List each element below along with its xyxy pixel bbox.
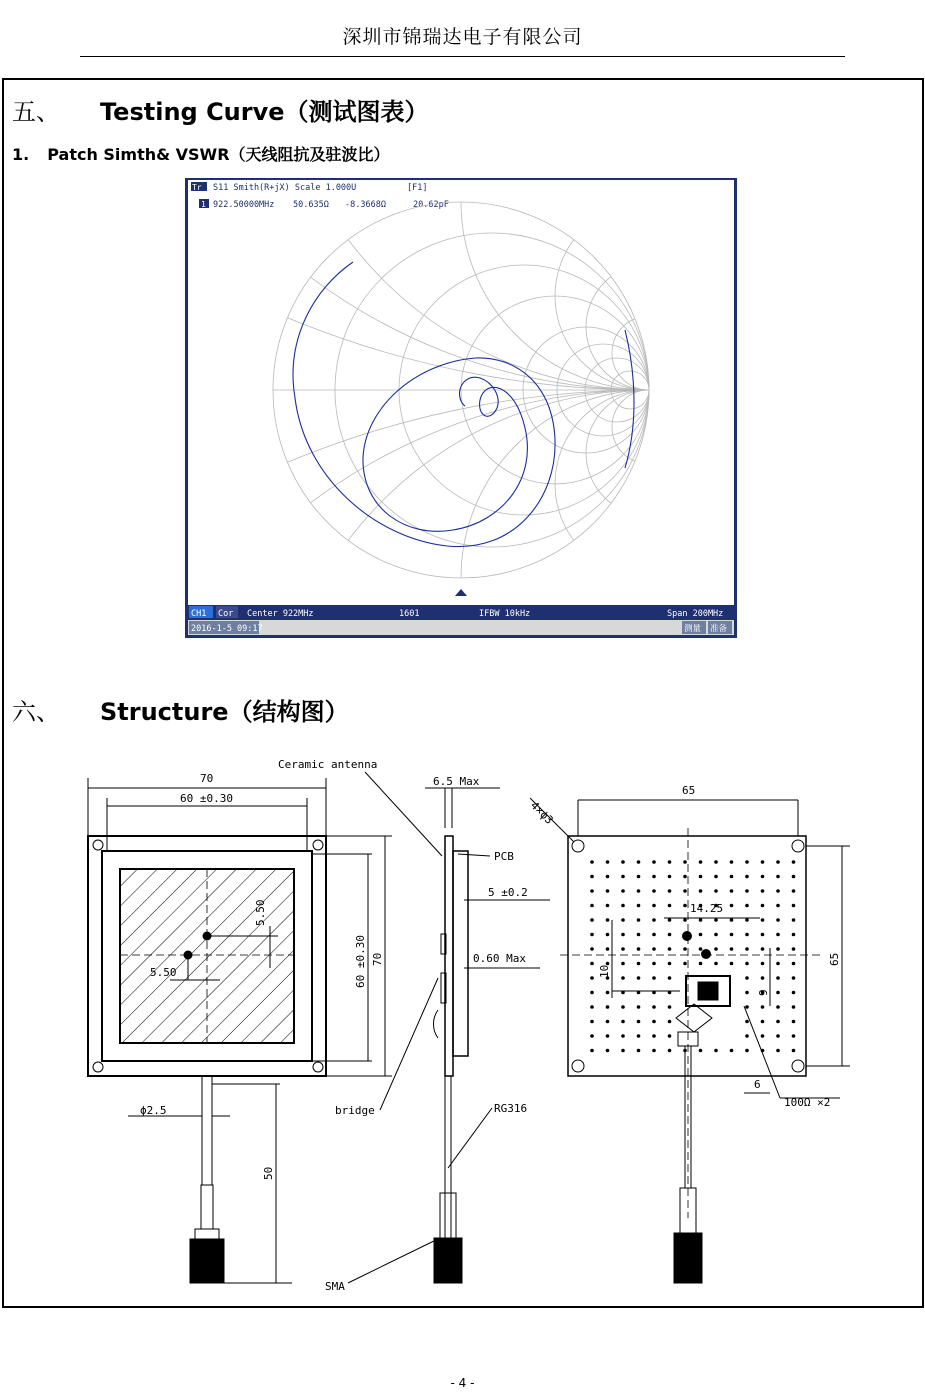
via-dot — [668, 889, 672, 893]
via-dot — [792, 1034, 796, 1038]
via-dot — [699, 889, 703, 893]
label-pcb: PCB — [494, 850, 514, 863]
via-dot — [621, 1034, 625, 1038]
via-dot — [776, 1005, 780, 1009]
via-dot — [652, 1020, 656, 1024]
standby-button: 准备 — [710, 624, 728, 634]
via-dot — [683, 918, 687, 922]
via-dot — [792, 991, 796, 995]
header-rule — [80, 56, 845, 57]
via-dot — [668, 947, 672, 951]
sub1-number: 1. — [12, 145, 30, 164]
via-dot — [621, 947, 625, 951]
dim-65-top: 65 — [682, 784, 696, 797]
dim-10: 10 — [598, 964, 611, 978]
via-dot — [699, 918, 703, 922]
dim-thickness-max: 6.5 Max — [433, 775, 480, 788]
via-dot — [637, 933, 641, 937]
via-dot — [745, 1049, 749, 1053]
via-dot — [776, 904, 780, 908]
via-dot — [652, 962, 656, 966]
via-dot — [621, 976, 625, 980]
via-dot — [699, 860, 703, 864]
via-dot — [590, 875, 594, 879]
structure-drawing — [80, 748, 860, 1300]
label-bridge: bridge — [335, 1104, 375, 1117]
via-dot — [683, 947, 687, 951]
via-dot — [652, 860, 656, 864]
section6-heading — [12, 692, 349, 727]
via-dot — [714, 947, 718, 951]
via-dot — [761, 1005, 765, 1009]
via-dot — [745, 933, 749, 937]
via-dot — [606, 918, 610, 922]
section5-number: 五、 — [12, 98, 60, 126]
label-sma: SMA — [325, 1280, 345, 1293]
via-dot — [776, 962, 780, 966]
via-dot — [652, 889, 656, 893]
via-dot — [652, 1034, 656, 1038]
via-dot — [637, 976, 641, 980]
marker-frequency: 922.50000MHz — [213, 200, 275, 210]
label-rg316: RG316 — [494, 1102, 528, 1115]
marker-number: 1 — [201, 200, 206, 209]
via-dot — [730, 904, 734, 908]
via-dot — [606, 947, 610, 951]
via-dot — [683, 904, 687, 908]
via-dot — [652, 991, 656, 995]
via-dot — [606, 875, 610, 879]
via-dot — [606, 1020, 610, 1024]
ifbw: IFBW 10kHz — [479, 609, 531, 619]
via-dot — [745, 976, 749, 980]
via-dot — [652, 1005, 656, 1009]
via-dot — [668, 918, 672, 922]
page-number: - 4 - — [450, 1376, 475, 1390]
via-dot — [730, 875, 734, 879]
via-dot — [652, 976, 656, 980]
via-dot — [621, 1005, 625, 1009]
via-dot — [792, 1020, 796, 1024]
via-dot — [761, 933, 765, 937]
via-dot — [683, 889, 687, 893]
via-dot — [621, 991, 625, 995]
sub1-heading — [12, 142, 390, 165]
via-dot — [761, 947, 765, 951]
channel-label: CH1 — [191, 609, 207, 619]
via-dot — [776, 1049, 780, 1053]
via-dot — [699, 962, 703, 966]
via-dot — [699, 933, 703, 937]
via-dot — [730, 860, 734, 864]
via-dot — [668, 991, 672, 995]
via-dot — [606, 1005, 610, 1009]
via-dot — [776, 1034, 780, 1038]
via-dot — [621, 1020, 625, 1024]
section5-title: Testing Curve（测试图表） — [100, 98, 429, 126]
dim-9: 9 — [757, 989, 770, 996]
via-dot — [792, 976, 796, 980]
via-dot — [745, 1034, 749, 1038]
via-dot — [761, 962, 765, 966]
via-dot — [652, 947, 656, 951]
via-dot — [606, 933, 610, 937]
via-dot — [776, 1020, 780, 1024]
via-dot — [745, 875, 749, 879]
marker-resistance: 50.635Ω — [293, 200, 329, 210]
via-dot — [590, 962, 594, 966]
via-dot — [637, 947, 641, 951]
marker-reactance: -8.3668Ω — [345, 200, 386, 210]
dim-cable-diameter: ϕ2.5 — [140, 1104, 167, 1117]
via-dot — [714, 918, 718, 922]
via-dot — [652, 1049, 656, 1053]
via-dot — [714, 860, 718, 864]
via-dot — [714, 889, 718, 893]
via-dot — [637, 1005, 641, 1009]
label-ceramic-antenna: Ceramic antenna — [278, 758, 378, 771]
via-dot — [668, 933, 672, 937]
via-dot — [761, 976, 765, 980]
trace-info: S11 Smith(R+jX) Scale 1.000U — [213, 183, 357, 193]
page-header: 深圳市锦瑞达电子有限公司 — [342, 26, 583, 48]
via-dot — [668, 875, 672, 879]
via-dot — [776, 860, 780, 864]
measure-button: 测量 — [684, 624, 702, 634]
via-dot — [730, 918, 734, 922]
via-dot — [590, 1005, 594, 1009]
via-dot — [761, 1020, 765, 1024]
via-dot — [792, 947, 796, 951]
via-dot — [621, 860, 625, 864]
via-dot — [652, 933, 656, 937]
via-dot — [745, 962, 749, 966]
via-dot — [792, 962, 796, 966]
vna-smith-screenshot — [185, 178, 737, 638]
via-dot — [637, 889, 641, 893]
section6-number: 六、 — [12, 698, 60, 726]
via-dot — [621, 1049, 625, 1053]
via-dot — [683, 962, 687, 966]
via-dot — [652, 918, 656, 922]
dim-side-60: 60 ±0.30 — [354, 935, 367, 988]
via-dot — [606, 860, 610, 864]
via-dot — [637, 904, 641, 908]
via-dot — [776, 976, 780, 980]
via-dot — [745, 991, 749, 995]
via-dot — [668, 962, 672, 966]
via-dot — [776, 889, 780, 893]
via-dot — [792, 1005, 796, 1009]
via-dot — [668, 1049, 672, 1053]
via-dot — [652, 875, 656, 879]
via-dot — [668, 976, 672, 980]
via-dot — [699, 875, 703, 879]
via-dot — [792, 1049, 796, 1053]
dim-550-horizontal: 5.50 — [150, 966, 177, 979]
via-dot — [683, 860, 687, 864]
dim-6: 6 — [754, 1078, 761, 1091]
via-dot — [590, 904, 594, 908]
via-dot — [683, 875, 687, 879]
via-dot — [621, 875, 625, 879]
via-dot — [792, 918, 796, 922]
via-dot — [745, 904, 749, 908]
via-dot — [668, 1020, 672, 1024]
center-frequency: Center 922MHz — [247, 609, 314, 619]
via-dot — [745, 918, 749, 922]
via-dot — [730, 1049, 734, 1053]
dim-5: 5 ±0.2 — [488, 886, 528, 899]
via-dot — [745, 1005, 749, 1009]
via-dot — [761, 918, 765, 922]
via-dot — [761, 860, 765, 864]
via-dot — [637, 918, 641, 922]
via-dot — [637, 1034, 641, 1038]
via-dot — [745, 860, 749, 864]
dim-550-vertical: 5.50 — [254, 899, 267, 926]
via-dot — [745, 1020, 749, 1024]
via-dot — [637, 1020, 641, 1024]
via-dot — [792, 860, 796, 864]
via-dot — [637, 1049, 641, 1053]
via-dot — [637, 875, 641, 879]
via-dot — [606, 1034, 610, 1038]
marker-capacitance: 20.62pF — [413, 200, 449, 210]
via-dot — [730, 947, 734, 951]
via-dot — [621, 918, 625, 922]
via-dot — [637, 860, 641, 864]
via-dot — [606, 889, 610, 893]
via-dot — [590, 991, 594, 995]
via-dot — [668, 860, 672, 864]
via-dot — [776, 933, 780, 937]
via-dot — [668, 904, 672, 908]
via-dot — [637, 962, 641, 966]
via-dot — [714, 962, 718, 966]
dim-1425: 14.25 — [690, 902, 724, 915]
via-dot — [606, 904, 610, 908]
via-dot — [590, 1034, 594, 1038]
dim-65-right: 65 — [828, 952, 841, 966]
via-grid — [590, 860, 795, 1052]
via-dot — [590, 889, 594, 893]
via-dot — [668, 1005, 672, 1009]
via-dot — [714, 1049, 718, 1053]
dim-70: 70 — [200, 772, 214, 785]
via-dot — [792, 904, 796, 908]
dim-cable-length: 50 — [262, 1166, 275, 1180]
via-dot — [776, 947, 780, 951]
label-resistor: 100Ω ×2 — [784, 1096, 831, 1109]
via-dot — [621, 904, 625, 908]
via-dot — [668, 1034, 672, 1038]
via-dot — [730, 889, 734, 893]
via-dot — [621, 889, 625, 893]
via-dot — [683, 1049, 687, 1053]
via-dot — [590, 1020, 594, 1024]
via-dot — [652, 904, 656, 908]
via-dot — [621, 933, 625, 937]
via-dot — [776, 991, 780, 995]
via-dot — [761, 904, 765, 908]
via-dot — [590, 1049, 594, 1053]
via-dot — [590, 918, 594, 922]
via-dot — [699, 947, 703, 951]
section6-title: Structure（结构图） — [100, 698, 349, 726]
via-dot — [714, 933, 718, 937]
via-dot — [683, 933, 687, 937]
via-dot — [761, 875, 765, 879]
points-count: 1601 — [399, 609, 420, 619]
dim-060-max: 0.60 Max — [473, 952, 526, 965]
via-dot — [792, 933, 796, 937]
via-dot — [606, 1049, 610, 1053]
via-dot — [792, 889, 796, 893]
via-dot — [699, 1049, 703, 1053]
via-dot — [730, 962, 734, 966]
dim-60: 60 ±0.30 — [180, 792, 233, 805]
span: Span 200MHz — [667, 609, 724, 619]
label-holes: 4×ϕ3 — [527, 798, 556, 827]
via-dot — [590, 860, 594, 864]
via-dot — [776, 875, 780, 879]
via-dot — [714, 875, 718, 879]
via-dot — [606, 991, 610, 995]
via-dot — [761, 889, 765, 893]
via-dot — [730, 933, 734, 937]
dim-side-70: 70 — [371, 952, 384, 966]
via-dot — [761, 1034, 765, 1038]
via-dot — [745, 889, 749, 893]
via-dot — [776, 918, 780, 922]
via-dot — [590, 947, 594, 951]
sub1-title: Patch Simth& VSWR（天线阻抗及驻波比） — [47, 145, 390, 164]
via-dot — [590, 933, 594, 937]
trace-tag: Tr 1 — [192, 183, 212, 192]
via-dot — [637, 991, 641, 995]
section5-heading — [12, 92, 429, 127]
via-dot — [761, 1049, 765, 1053]
via-dot — [621, 962, 625, 966]
channel-tag: [F1] — [407, 183, 428, 193]
via-dot — [590, 976, 594, 980]
correction-label: Cor — [218, 609, 234, 619]
via-dot — [745, 947, 749, 951]
datetime: 2016-1-5 09:17 — [191, 624, 263, 634]
via-dot — [792, 875, 796, 879]
